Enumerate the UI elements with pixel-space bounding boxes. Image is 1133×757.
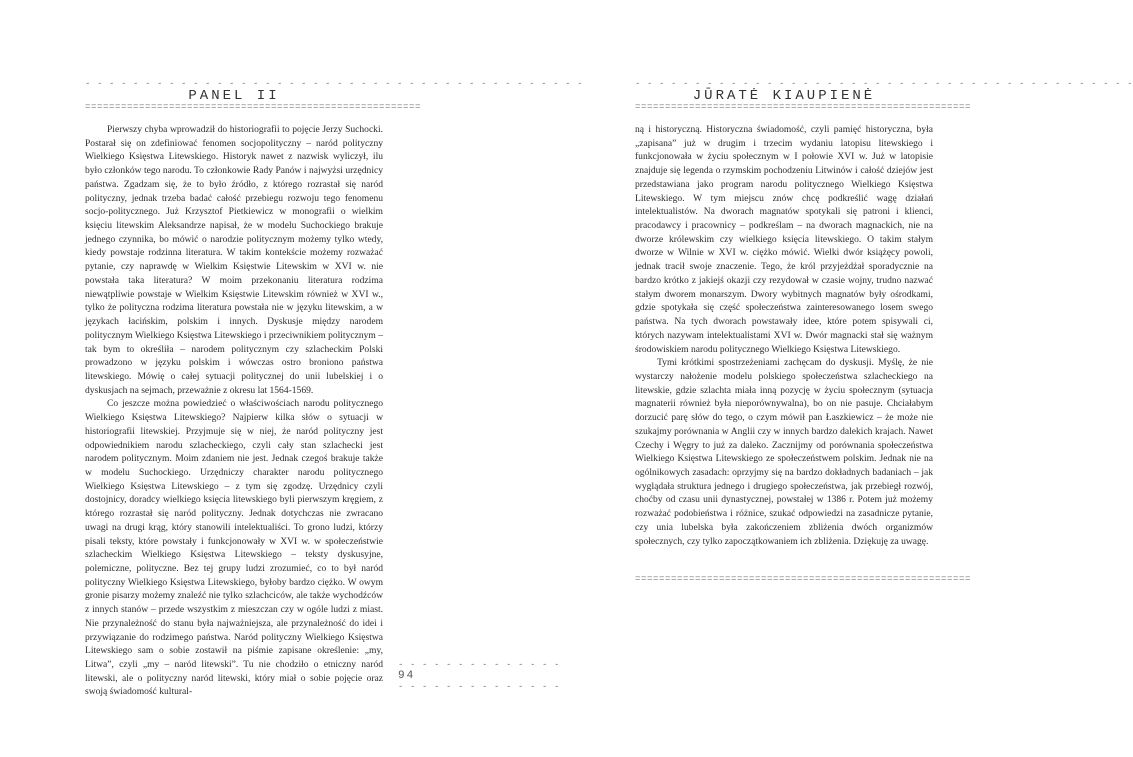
header-dashed-rule: - - - - - - - - - - - - - - - - - - - - - - - - - - - - - - - - - - - - - - - - - - [85,79,584,89]
running-header-left [85,79,584,112]
body-text-right [635,123,933,548]
header-dashed-rule: - - - - - - - - - - - - - - - - - - - - - - - - - - - - - - - - - - - - - - - - - - [635,79,1133,89]
page-number-rule-bottom: - - - - - - - - - - - - - - [398,682,561,692]
page-number: 94 [398,670,416,682]
paragraph: Co jeszcze można powiedzieć o właściwościach narodu politycznego Wielkiego Księstwa Litewskiego? Najpierw kilka słów o sytuacji w historiografii litewskiej. Przyjmuje się w niej, że naród polityczny jest odpowiednikiem narodu szlacheckiego, czyli cały stan szlachecki jest narodem politycznym. Moim zdaniem nie jest. Jednak czegoś brakuje także w modelu Suchockiego. Urzędniczy charakter narodu politycznego Wielkiego Księstwa Litewskiego – z tym się zgodzę. Urzędnicy czyli dostojnicy, doradcy wielkiego księcia litewskiego byli pierwszym kręgiem, z którego rozrastał się naród polityczny. Jednak dotychczas nie zwracano uwagi na drugi krąg, który stanowili intelektualiści. To grono ludzi, którzy pisali teksty, które powstały i funkcjonowały w XVI w. w społeczeństwie szlacheckim Wielkiego Księstwa Litewskiego – teksty dyskusyjne, polemiczne, polityczne. Bez tej grupy ludzi zrozumieć, co to był naród polityczny Wielkiego Księstwa Litewskiego, byłoby bardzo ciężko. W owym gronie pisarzy możemy znaleźć nie tylko szlachciców, ale także wychodźców z innych stanów – przede wszystkim z mieszczan czy w ogóle ludzi z miast. Nie przynależność do stanu była najważniejsza, ale przynależność do idei i przywiązanie do rodzimego państwa. Naród polityczny Wielkiego Księstwa Litewskiego sam o sobie zostawił na piśmie zapisane określenie: „my, Litwa”, czyli „my – naród litewski”. Tu nie chodziło o etniczny naród litewski, ale o polityczny naród litewski, który miał o sobie pojęcie oraz swoją świadomość kultural- [85,398,383,698]
page-number-block [398,660,561,692]
header-double-rule: ======================================================== [85,102,422,112]
running-header-title: JŪRATĖ KIAUPIENĖ [692,88,876,104]
paragraph: Tymi krótkimi spostrzeżeniami zachęcam do dyskusji. Myślę, że nie wystarczy nałożenie modelu polskiego społeczeństwa szlacheckiego na litewskie, gdzie szlachta miała inną pozycję w życiu społecznym (sytuacja magnaterii również była nieporównywalna), bo on nie pasuje. Chciałabym dorzucić parę słów do tego, o czym mówił pan Łaszkiewicz – że może nie szukajmy porównania w Anglii czy w innych bardzo dalekich krajach. Nawet Czechy i Węgry to już za daleko. Zacznijmy od porównania społeczeństwa Wielkiego Księstwa Litewskiego ze społeczeństwem polskim. Jednak nie na ogólnikowych zasadach: oprzyjmy się na bardzo dokładnych badaniach – jak wyglądała struktura jednego i drugiego społeczeństwa, jak przebiegł rozwój, choćby od czasu unii dynastycznej, powstałej w 1386 r. Potem już możemy rozważać podobieństwa i różnice, szukać odpowiedzi na zasadnicze pytanie, czy unia lubelska była zakończeniem zbliżenia dwóch organizmów społecznych, czy tylko zapoczątkowaniem ich zbliżenia. Dziękuję za uwagę. [635,357,933,547]
paragraph: Pierwszy chyba wprowadził do historiografii to pojęcie Jerzy Suchocki. Postarał się on zdefiniować fenomen socjopolityczny – naród polityczny Wielkiego Księstwa Litewskiego. Historyk nawet z nazwisk wyliczył, ilu było członków tego narodu. To członkowie Rady Panów i najwyżsi urzędnicy państwa. Zgadzam się, że to było źródło, z którego rozrastał się naród polityczny, jednak trzeba badać całość przebiegu rozwoju tego fenomenu socjo-politycznego. Już Krzysztof Pietkiewicz w monografii o wielkim księciu litewskim Aleksandrze napisał, że w modelu Suchockiego brakuje jednego czynnika, bo mówić o narodzie politycznym możemy tylko wtedy, kiedy powstaje rodzinna literatura. W takim kontekście możemy rozważać pytanie, czy naprawdę w Wielkim Księstwie Litewskim w XVI w. nie powstała taka literatura? W moim przekonaniu literatura rodzima niewątpliwie powstaje w Wielkim Księstwie Litewskim również w XVI w., tylko że polityczna rodzima literatura powstała nie w języku litewskim, a w językach łacińskim, polskim i innych. Dyskusje między narodem politycznym Wielkiego Księstwa Litewskiego i przeciwnikiem politycznym – tak bym to określiła – narodem politycznym czy szlacheckim Polski prowadzono w języku polskim i wówczas ostro broniono państwa litewskiego. Mówię o całej sytuacji politycznej do unii lubelskiej i o dyskusjach na sejmach, przeważnie z okresu lat 1564-1569. [85,124,383,396]
paragraph: ną i historyczną. Historyczna świadomość, czyli pamięć historyczna, była „zapisana” już w drugim i trzecim wydaniu latopisu litewskiego i funkcjonowała w życiu społecznym w I połowie XVI w. Już w latopisie znajduje się legenda o rzymskim pochodzeniu Litwinów i całość dziejów jest przedstawiana jako program narodu politycznego Wielkiego Księstwa Litewskiego. W tym miejscu znów chcę podkreślić wagę działań intelektualistów. Na dworach magnatów spotykali się patroni i klienci, pracodawcy i pracownicy – podkreślam – na dworach magnackich, nie na dworze królewskim czy wielkiego księcia litewskiego. O takim stałym dworze w Wilnie w XVI w. ciężko mówić. Wielki dwór książęcy powoli, jednak tracił swoje znaczenie. Tego, że król przyjeżdżał sporadycznie na bardzo krótko z jakiejś okazji czy rezydował w czasie wojny, trudno nazwać stałym dworem monarszym. Dwory wybitnych magnatów były ośrodkami, gdzie spotykała się część społeczeństwa zainteresowanego losem swego państwa. Na tych dworach powstawały idee, które potem spisywali ci, których nazywam intelektualistami XVI w. Dwór magnacki stał się ważnym środowiskiem narodu politycznego Wielkiego Księstwa Litewskiego. [635,124,933,355]
body-text-left [85,123,383,699]
page-number-rule-top: - - - - - - - - - - - - - - [398,660,561,670]
article-end-rule: ======================================================== [635,574,972,584]
running-header-title: PANEL II [188,88,280,104]
header-double-rule: ======================================================== [635,102,972,112]
right-page [550,0,1133,757]
running-header-right [635,79,1133,112]
